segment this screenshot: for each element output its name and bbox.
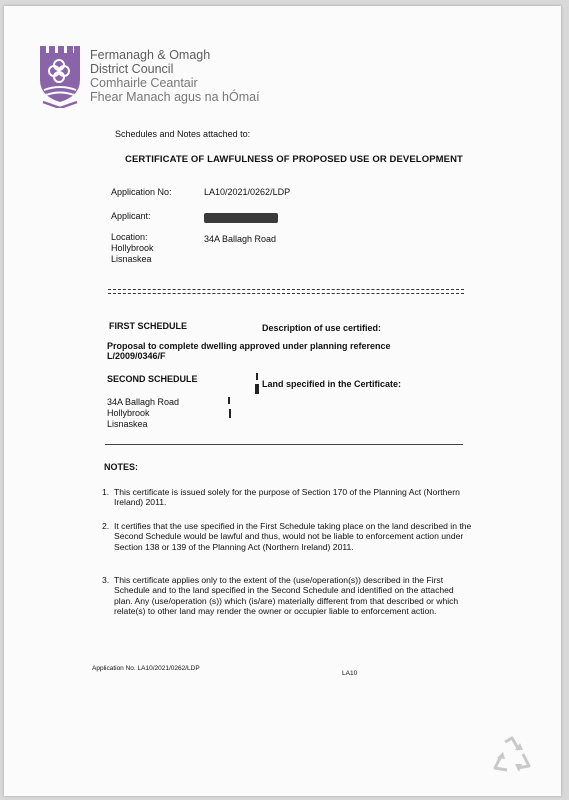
applicant-label: Applicant: <box>111 211 151 221</box>
footer-code: LA10 <box>342 670 358 677</box>
note-number: 2. <box>102 521 110 531</box>
application-number: LA10/2021/0262/LDP <box>204 187 291 197</box>
location-address: 34A Ballagh Road <box>204 234 277 244</box>
note-number: 1. <box>102 487 110 497</box>
land-address-line2: Hollybrook <box>107 408 150 418</box>
certificate-title: CERTIFICATE OF LAWFULNESS OF PROPOSED USE OR DEVELOPMENT <box>125 154 463 165</box>
council-crest-logo <box>40 46 80 108</box>
note-text: This certificate applies only to the extent of the (use/operation(s)) described in the First Schedule and to the land specified in the Second Schedule and identified on the attached plan. Any (use/operation (s)) which (is/are) materially different from that described or which relate(s) to other land may render the owner or occupier liable to enforcement action. <box>114 575 459 617</box>
note-item-2 <box>102 521 474 552</box>
land-heading: Land specified in the Certificate: <box>262 379 402 389</box>
separator-line-top <box>108 289 464 290</box>
location-area: Lisnaskea <box>111 254 152 264</box>
scan-mark <box>255 384 259 394</box>
application-label: Application No: <box>111 187 172 197</box>
applicant-redaction <box>204 213 278 223</box>
location-town: Hollybrook <box>111 243 154 253</box>
second-schedule-heading: SECOND SCHEDULE <box>107 374 198 384</box>
note-item-3 <box>102 575 474 617</box>
council-name-line1: Fermanagh & Omagh <box>90 48 211 62</box>
note-text: It certifies that the use specified in the First Schedule taking place on the land described in the Second Schedule would be lawful and thus, would not be liable to enforcement action under Section 138 or 139 of the Planning Act (Northern Ireland) 2011. <box>114 521 472 552</box>
council-name-line2: District Council <box>90 62 174 76</box>
footer-application-ref: Application No. LA10/2021/0262/LDP <box>92 665 200 672</box>
scan-mark <box>228 397 230 404</box>
scan-mark <box>256 373 258 380</box>
council-name <box>90 48 260 104</box>
note-text: This certificate is issued solely for the purpose of Section 170 of the Planning Act (Northern Ireland) 2011. <box>114 487 460 508</box>
land-address-line3: Lisnaskea <box>107 419 148 429</box>
notes-heading: NOTES: <box>104 462 139 472</box>
first-schedule-reference: L/2009/0346/F <box>107 351 166 361</box>
document-page <box>4 6 561 796</box>
location-label: Location: <box>111 232 148 242</box>
first-schedule-heading: FIRST SCHEDULE <box>109 321 188 331</box>
schedules-intro: Schedules and Notes attached to: <box>115 129 251 139</box>
separator-line-bottom <box>108 293 464 294</box>
council-irish-line2: Fhear Manach agus na hÓmaí <box>90 90 260 104</box>
council-irish-line1: Comhairle Ceantair <box>90 76 198 90</box>
section-divider <box>105 444 463 445</box>
first-schedule-text: Proposal to complete dwelling approved under planning reference <box>107 341 391 351</box>
scan-mark <box>229 409 231 418</box>
note-number: 3. <box>102 575 110 585</box>
recycle-icon <box>491 736 533 774</box>
land-address-line1: 34A Ballagh Road <box>107 397 180 407</box>
note-item-1 <box>102 487 474 508</box>
description-heading: Description of use certified: <box>262 323 382 333</box>
